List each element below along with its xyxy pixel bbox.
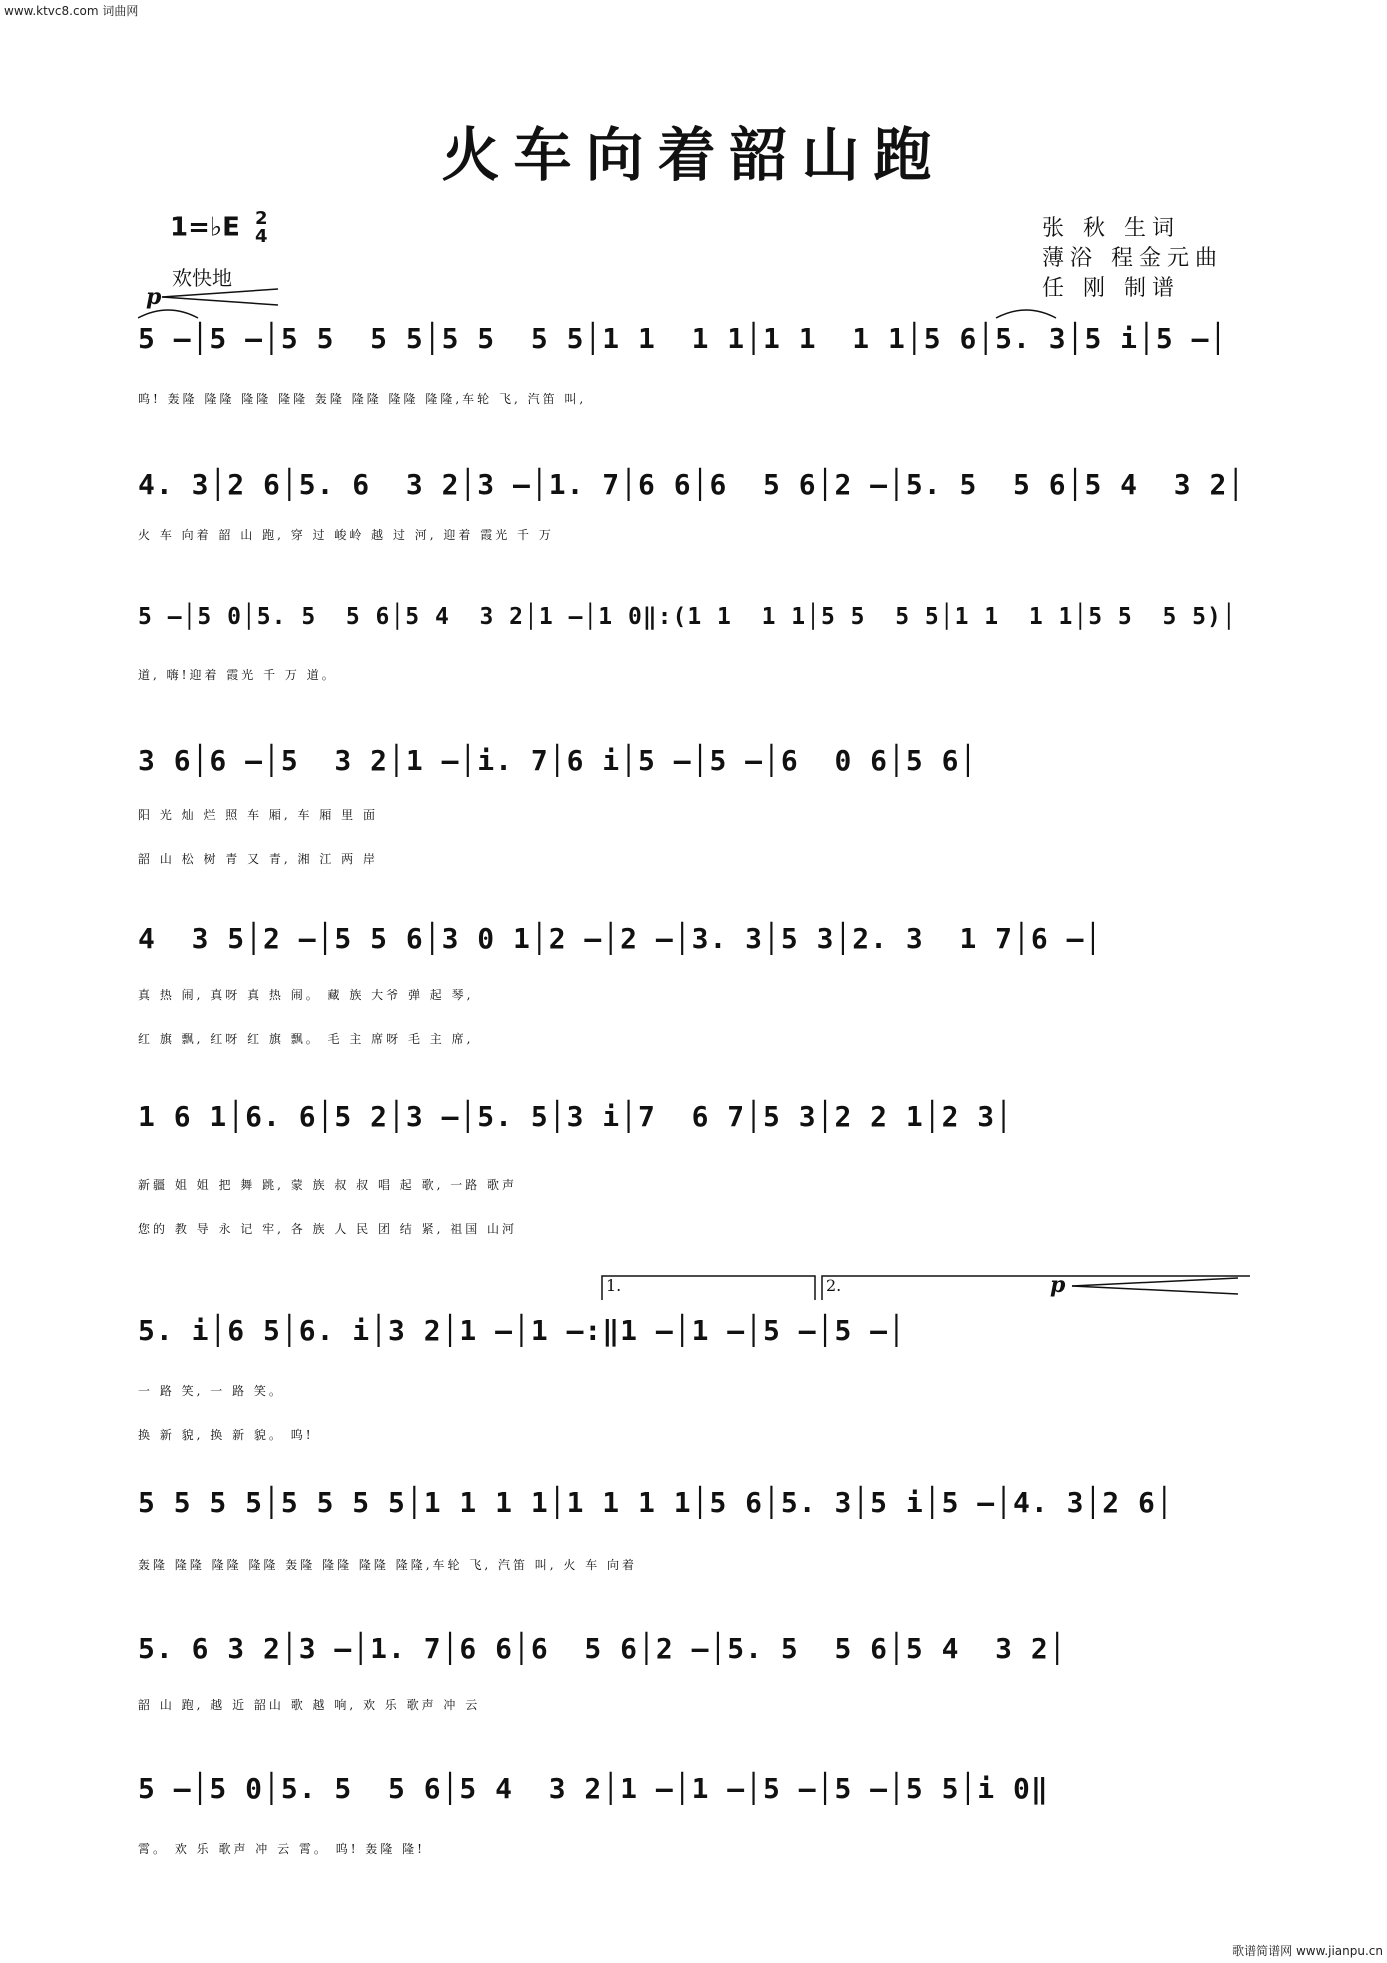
lyric-line-3: 道, 嗨!迎着 霞光 千 万 道。: [138, 668, 337, 682]
key-signature: [170, 210, 268, 246]
time-bottom: 4: [254, 226, 268, 247]
row-notes: 1 6 1│6. 6│5 2│3 –│5. 5│3 i│7 6 7│5 3│2 2 1│2 3│: [138, 1100, 1014, 1133]
row-notes: 4. 3│2 6│5. 6 3 2│3 –│1. 7│6 6│6 5 6│2 –│5. 5 5 6│5 4 3 2│: [138, 468, 1246, 501]
page-title: 火车向着韶山跑: [441, 121, 946, 189]
score-row-9: [138, 1632, 1258, 1678]
credits: [1042, 214, 1223, 304]
row-notes: 5 –│5 0│5. 5 5 6│5 4 3 2│1 –│1 –│5 –│5 –│5 5│i 0‖: [138, 1772, 1049, 1805]
score-row-3: [138, 604, 1258, 650]
volta-1-label: 1.: [606, 1276, 622, 1295]
lyric-line-5a: 真 热 闹, 真呀 真 热 闹。 藏 族 大爷 弹 起 琴,: [138, 988, 474, 1002]
score-row-5: [138, 922, 1258, 968]
slur-marks: [138, 300, 1258, 320]
watermark-top: www.ktvc8.com 词曲网: [4, 4, 139, 18]
lyric-line-9: 韶 山 跑, 越 近 韶山 歌 越 响, 欢 乐 歌声 冲 云: [138, 1698, 481, 1712]
dynamic-mark-2: p: [1050, 1272, 1066, 1298]
lyric-line-7a: 一 路 笑, 一 路 笑。: [138, 1384, 284, 1398]
lyricist-credit: 张 秋 生词: [1042, 216, 1180, 241]
transcriber-credit: 任 刚 制谱: [1042, 276, 1180, 301]
row-notes: 5 5 5 5│5 5 5 5│1 1 1 1│1 1 1 1│5 6│5. 3│5 i│5 –│4. 3│2 6│: [138, 1486, 1174, 1519]
volta-2-label: 2.: [826, 1276, 842, 1295]
dynamic-mark: p: [146, 284, 162, 310]
score-row-8: [138, 1486, 1258, 1532]
score-row-6: [138, 1100, 1258, 1146]
row-notes: 5 –│5 –│5 5 5 5│5 5 5 5│1 1 1 1│1 1 1 1│5 6│5. 3│5 i│5 –│: [138, 322, 1228, 355]
row-notes: 5. 6 3 2│3 –│1. 7│6 6│6 5 6│2 –│5. 5 5 6│5 4 3 2│: [138, 1632, 1067, 1665]
score-row-2: [138, 468, 1258, 514]
row-notes: 4 3 5│2 –│5 5 6│3 0 1│2 –│2 –│3. 3│5 3│2. 3 1 7│6 –│: [138, 922, 1103, 955]
score-row-7: [138, 1314, 1258, 1360]
lyric-line-4a: 阳 光 灿 烂 照 车 厢, 车 厢 里 面: [138, 808, 378, 822]
score-row-1: [138, 322, 1258, 368]
lyric-line-6a: 新疆 姐 姐 把 舞 跳, 蒙 族 叔 叔 唱 起 歌, 一路 歌声: [138, 1178, 518, 1192]
score-row-10: [138, 1772, 1258, 1818]
lyric-line-1: 呜! 轰隆 隆隆 隆隆 隆隆 轰隆 隆隆 隆隆 隆隆,车轮 飞, 汽笛 叫,: [138, 392, 587, 406]
lyric-line-8: 轰隆 隆隆 隆隆 隆隆 轰隆 隆隆 隆隆 隆隆,车轮 飞, 汽笛 叫, 火 车 向着: [138, 1558, 638, 1572]
lyric-line-6b: 您的 教 导 永 记 牢, 各 族 人 民 团 结 紧, 祖国 山河: [138, 1222, 518, 1236]
lyric-line-4b: 韶 山 松 树 青 又 青, 湘 江 两 岸: [138, 852, 378, 866]
time-top: 2: [254, 208, 268, 229]
lyric-line-10: 霄。 欢 乐 歌声 冲 云 霄。 呜! 轰隆 隆!: [138, 1842, 425, 1856]
row-notes: 5. i│6 5│6. i│3 2│1 –│1 –:‖1 –│1 –│5 –│5 –│: [138, 1314, 906, 1347]
key-label: 1=♭E: [170, 212, 240, 243]
lyric-line-5b: 红 旗 飘, 红呀 红 旗 飘。 毛 主 席呀 毛 主 席,: [138, 1032, 474, 1046]
row-notes: 5 –│5 0│5. 5 5 6│5 4 3 2│1 –│1 0‖:(1 1 1 1│5 5 5 5│1 1 1 1│5 5 5 5)│: [138, 604, 1237, 630]
lyric-line-7b: 换 新 貌, 换 新 貌。 呜!: [138, 1428, 314, 1442]
tempo-marking: 欢快地: [172, 266, 232, 290]
time-signature: [255, 210, 268, 246]
crescendo-hairpin-2: [1070, 1276, 1240, 1296]
lyric-line-2: 火 车 向着 韶 山 跑, 穿 过 峻岭 越 过 河, 迎着 霞光 千 万: [138, 528, 554, 542]
watermark-bottom: 歌谱简谱网 www.jianpu.cn: [1232, 1944, 1383, 1958]
composer-credit: 薄浴 程金元曲: [1042, 246, 1223, 271]
row-notes: 3 6│6 –│5 3 2│1 –│i. 7│6 i│5 –│5 –│6 0 6│5 6│: [138, 744, 978, 777]
score-row-4: [138, 744, 1258, 790]
